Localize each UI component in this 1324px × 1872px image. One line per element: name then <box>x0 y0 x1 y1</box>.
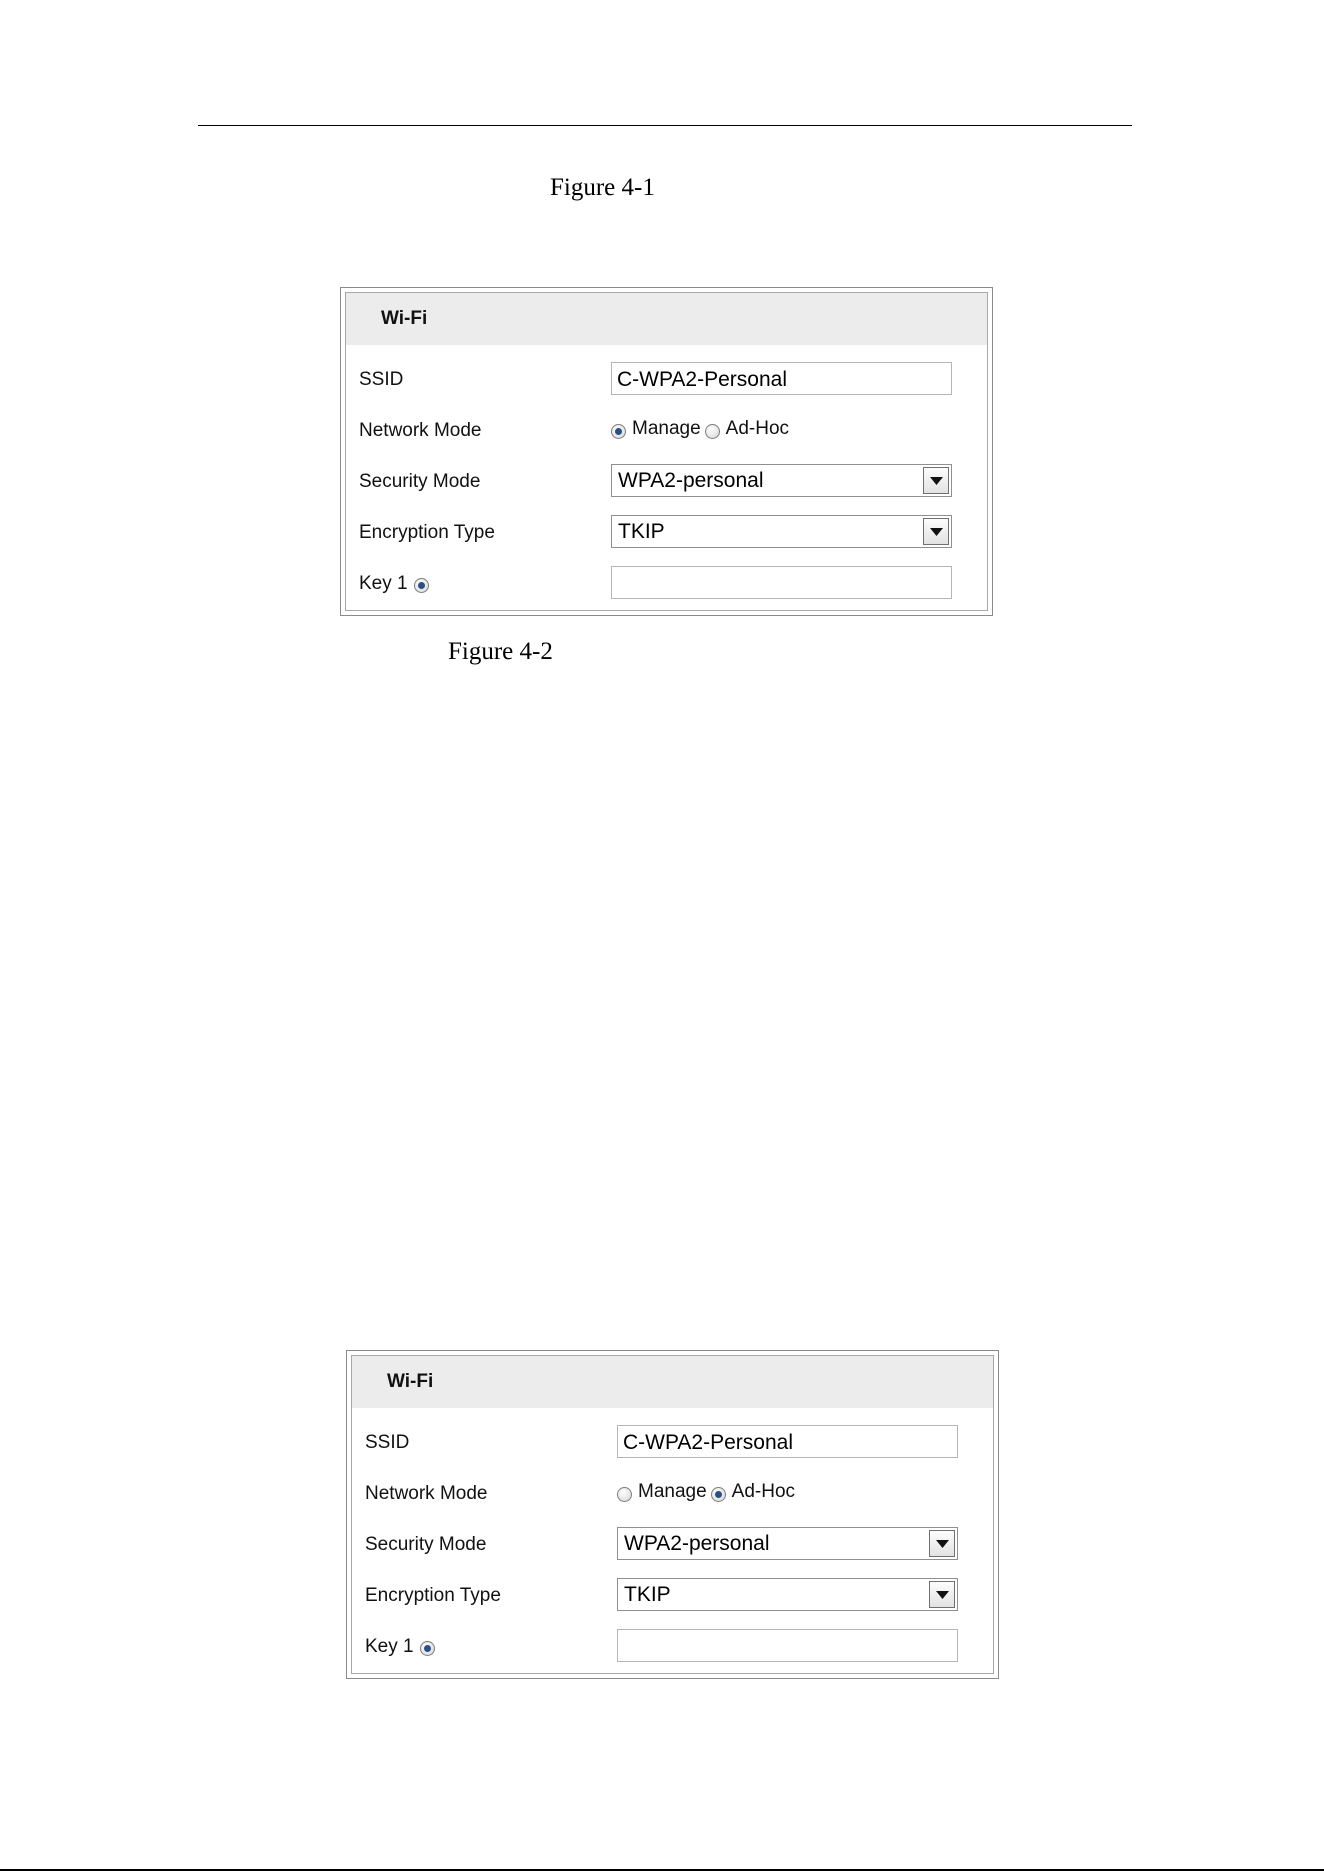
adhoc-radio-icon[interactable] <box>705 424 720 439</box>
encryption-type-label: Encryption Type <box>365 1585 501 1606</box>
security-mode-label: Security Mode <box>365 1534 487 1555</box>
encryption-type-select[interactable] <box>617 1578 958 1611</box>
security-mode-value: WPA2-personal <box>624 1532 770 1555</box>
wifi-form <box>345 292 988 611</box>
panel-title: Wi-Fi <box>381 308 428 329</box>
ssid-input[interactable] <box>611 362 952 395</box>
chevron-down-icon <box>930 528 943 536</box>
key-1-input[interactable] <box>617 1629 958 1662</box>
wifi-panel-1 <box>340 287 993 616</box>
encryption-type-value: TKIP <box>618 520 665 543</box>
network-mode-radio-group <box>611 418 793 448</box>
key-1-label: Key 1 <box>365 1636 414 1657</box>
ssid-value: C-WPA2-Personal <box>623 1431 793 1454</box>
adhoc-radio-label: Ad-Hoc <box>725 418 790 439</box>
manage-radio-icon[interactable] <box>611 424 626 439</box>
panel-title-bar <box>346 293 987 345</box>
key-1-radio-icon[interactable] <box>414 578 429 593</box>
adhoc-radio-label: Ad-Hoc <box>731 1481 796 1502</box>
key-1-row <box>365 1636 435 1658</box>
wifi-panel-2 <box>346 1350 999 1679</box>
key-1-label: Key 1 <box>359 573 408 594</box>
network-mode-label: Network Mode <box>365 1483 488 1504</box>
chevron-down-icon <box>930 477 943 485</box>
manage-radio-label: Manage <box>632 418 701 439</box>
adhoc-radio-icon[interactable] <box>711 1487 726 1502</box>
ssid-input[interactable] <box>617 1425 958 1458</box>
security-mode-select[interactable] <box>611 464 952 497</box>
panel-title: Wi-Fi <box>387 1371 434 1392</box>
encryption-type-label: Encryption Type <box>359 522 495 543</box>
security-mode-select[interactable] <box>617 1527 958 1560</box>
dropdown-button[interactable] <box>923 467 949 494</box>
security-mode-label: Security Mode <box>359 471 481 492</box>
wifi-form <box>351 1355 994 1674</box>
header-rule <box>198 125 1132 126</box>
ssid-label: SSID <box>359 369 404 390</box>
ssid-label: SSID <box>365 1432 410 1453</box>
figure-caption-4-1: Figure 4-1 <box>550 174 655 201</box>
key-1-radio-icon[interactable] <box>420 1641 435 1656</box>
manage-radio-label: Manage <box>638 1481 707 1502</box>
dropdown-button[interactable] <box>923 518 949 545</box>
security-mode-value: WPA2-personal <box>618 469 764 492</box>
dropdown-button[interactable] <box>929 1530 955 1557</box>
network-mode-radio-group <box>617 1481 799 1511</box>
chevron-down-icon <box>936 1591 949 1599</box>
panel-title-bar <box>352 1356 993 1408</box>
chevron-down-icon <box>936 1540 949 1548</box>
footer-rule <box>0 1869 1324 1871</box>
encryption-type-value: TKIP <box>624 1583 671 1606</box>
key-1-input[interactable] <box>611 566 952 599</box>
manage-radio-icon[interactable] <box>617 1487 632 1502</box>
encryption-type-select[interactable] <box>611 515 952 548</box>
network-mode-label: Network Mode <box>359 420 482 441</box>
figure-caption-4-2: Figure 4-2 <box>448 638 553 665</box>
key-1-row <box>359 573 429 595</box>
ssid-value: C-WPA2-Personal <box>617 368 787 391</box>
dropdown-button[interactable] <box>929 1581 955 1608</box>
